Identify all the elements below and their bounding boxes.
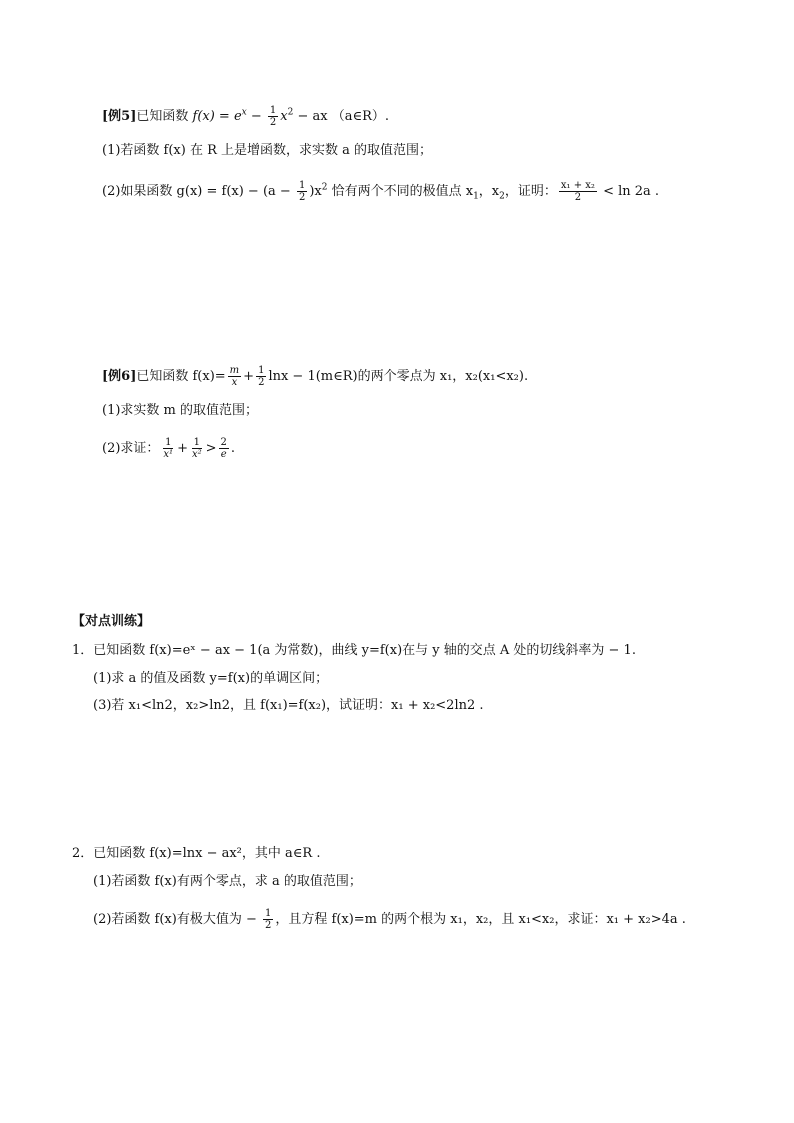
ex6-p2-frac3-num: 2 [220,437,227,448]
ex5-intro: 已知函数 [136,109,189,124]
ex6-p2-gt: > [205,441,217,456]
ex5-p2-b: )x [309,184,322,199]
q2-p2-frac-den: 2 [265,920,272,931]
ex6-p2-frac1 [161,437,175,460]
ex6-part1: (1)求实数 m 的取值范围； [102,403,259,418]
q2-part1: (1)若函数 f(x)有两个零点，求 a 的取值范围； [93,874,362,889]
ex5-p2-frac2 [559,180,597,203]
q2-p2-a: (2)若函数 f(x)有极大值为 − [93,912,261,927]
ex6-p2-a: (2)求证： [102,441,160,456]
ex6-label: [例6] [102,369,137,384]
ex5-rest: − ax （a∈R）. [293,109,390,124]
q2-p2-frac-num: 1 [265,908,272,919]
ex5-exp: x [241,107,247,118]
ex5-x: x [280,109,288,124]
ex5-fraction [268,105,278,128]
ex5-p2-e: ，证明： [504,184,557,199]
ex6-p2-plus: + [177,441,188,456]
ex5-p2-frac [297,180,307,203]
ex5-p2-sq: 2 [321,182,328,193]
ex6-frac1 [228,365,241,388]
q1-stem: 1．已知函数 f(x)=eˣ − ax − 1(a 为常数)，曲线 y=f(x)在与 y 轴的交点 A 处的切线斜率为 − 1. [72,643,636,658]
q2-p2-b: ，且方程 f(x)=m 的两个根为 x₁，x₂，且 x₁<x₂，求证：x₁ + x₂>4a . [275,912,686,927]
ex5-part1: (1)若函数 f(x) 在 R 上是增函数，求实数 a 的取值范围； [102,143,433,158]
ex5-frac-num: 1 [269,105,277,116]
ex5-p2-c: 恰有两个不同的极值点 x [327,184,474,199]
ex6-statement [102,365,528,388]
q1-part1: (1)求 a 的值及函数 y=f(x)的单调区间； [93,671,329,686]
ex6-p2-frac3 [219,437,229,460]
ex5-func-lhs: f(x) = e [192,109,242,124]
ex6-frac2-num: 1 [258,365,265,376]
ex5-p2-frac2-den: 2 [574,192,582,203]
ex5-sq: 2 [287,107,294,118]
ex5-p2-d: ，x [478,184,500,199]
ex6-plus: + [243,369,255,384]
ex5-p2-sub1: 1 [473,191,479,202]
ex5-p2-sub2: 2 [499,191,505,202]
ex6-p2-frac2-den: x² [191,449,202,460]
ex5-p2-frac2-num: x₁ + x₂ [560,180,595,191]
ex5-minus: − [246,109,266,124]
practice-heading: 【对点训练】 [72,614,151,629]
ex6-part2 [102,437,235,460]
ex5-p2-a: (2)如果函数 g(x) = f(x) − (a − [102,184,295,199]
ex5-frac-den: 2 [269,117,277,128]
ex6-p2-frac1-den: x¹ [163,449,174,460]
ex6-p2-frac3-den: e [220,449,227,460]
ex6-p2-frac1-num: 1 [165,437,172,448]
ex6-frac1-num: m [229,365,240,376]
ex5-label: [例5] [102,109,137,124]
ex5-p2-frac-den: 2 [298,192,306,203]
ex6-p2-frac2-num: 1 [193,437,200,448]
q2-stem: 2．已知函数 f(x)=lnx − ax²，其中 a∈R . [72,846,321,861]
q2-p2-frac [263,908,273,931]
ex6-rest: lnx − 1(m∈R)的两个零点为 x₁，x₂(x₁<x₂). [268,369,529,384]
q1-part2: (3)若 x₁<ln2，x₂>ln2，且 f(x₁)=f(x₂)，试证明：x₁ + x₂<2ln2 . [93,698,484,713]
ex6-frac2 [256,365,266,388]
ex6-p2-end: . [230,441,236,456]
ex6-p2-frac2 [190,437,204,460]
ex5-statement [102,105,389,128]
ex6-frac2-den: 2 [258,377,265,388]
ex5-part2 [102,180,659,203]
ex6-intro: 已知函数 f(x)= [136,369,226,384]
ex5-p2-f: < ln 2a . [598,184,660,199]
ex6-frac1-den: x [231,377,238,388]
ex5-p2-frac-num: 1 [298,180,306,191]
q2-part2 [93,908,686,931]
